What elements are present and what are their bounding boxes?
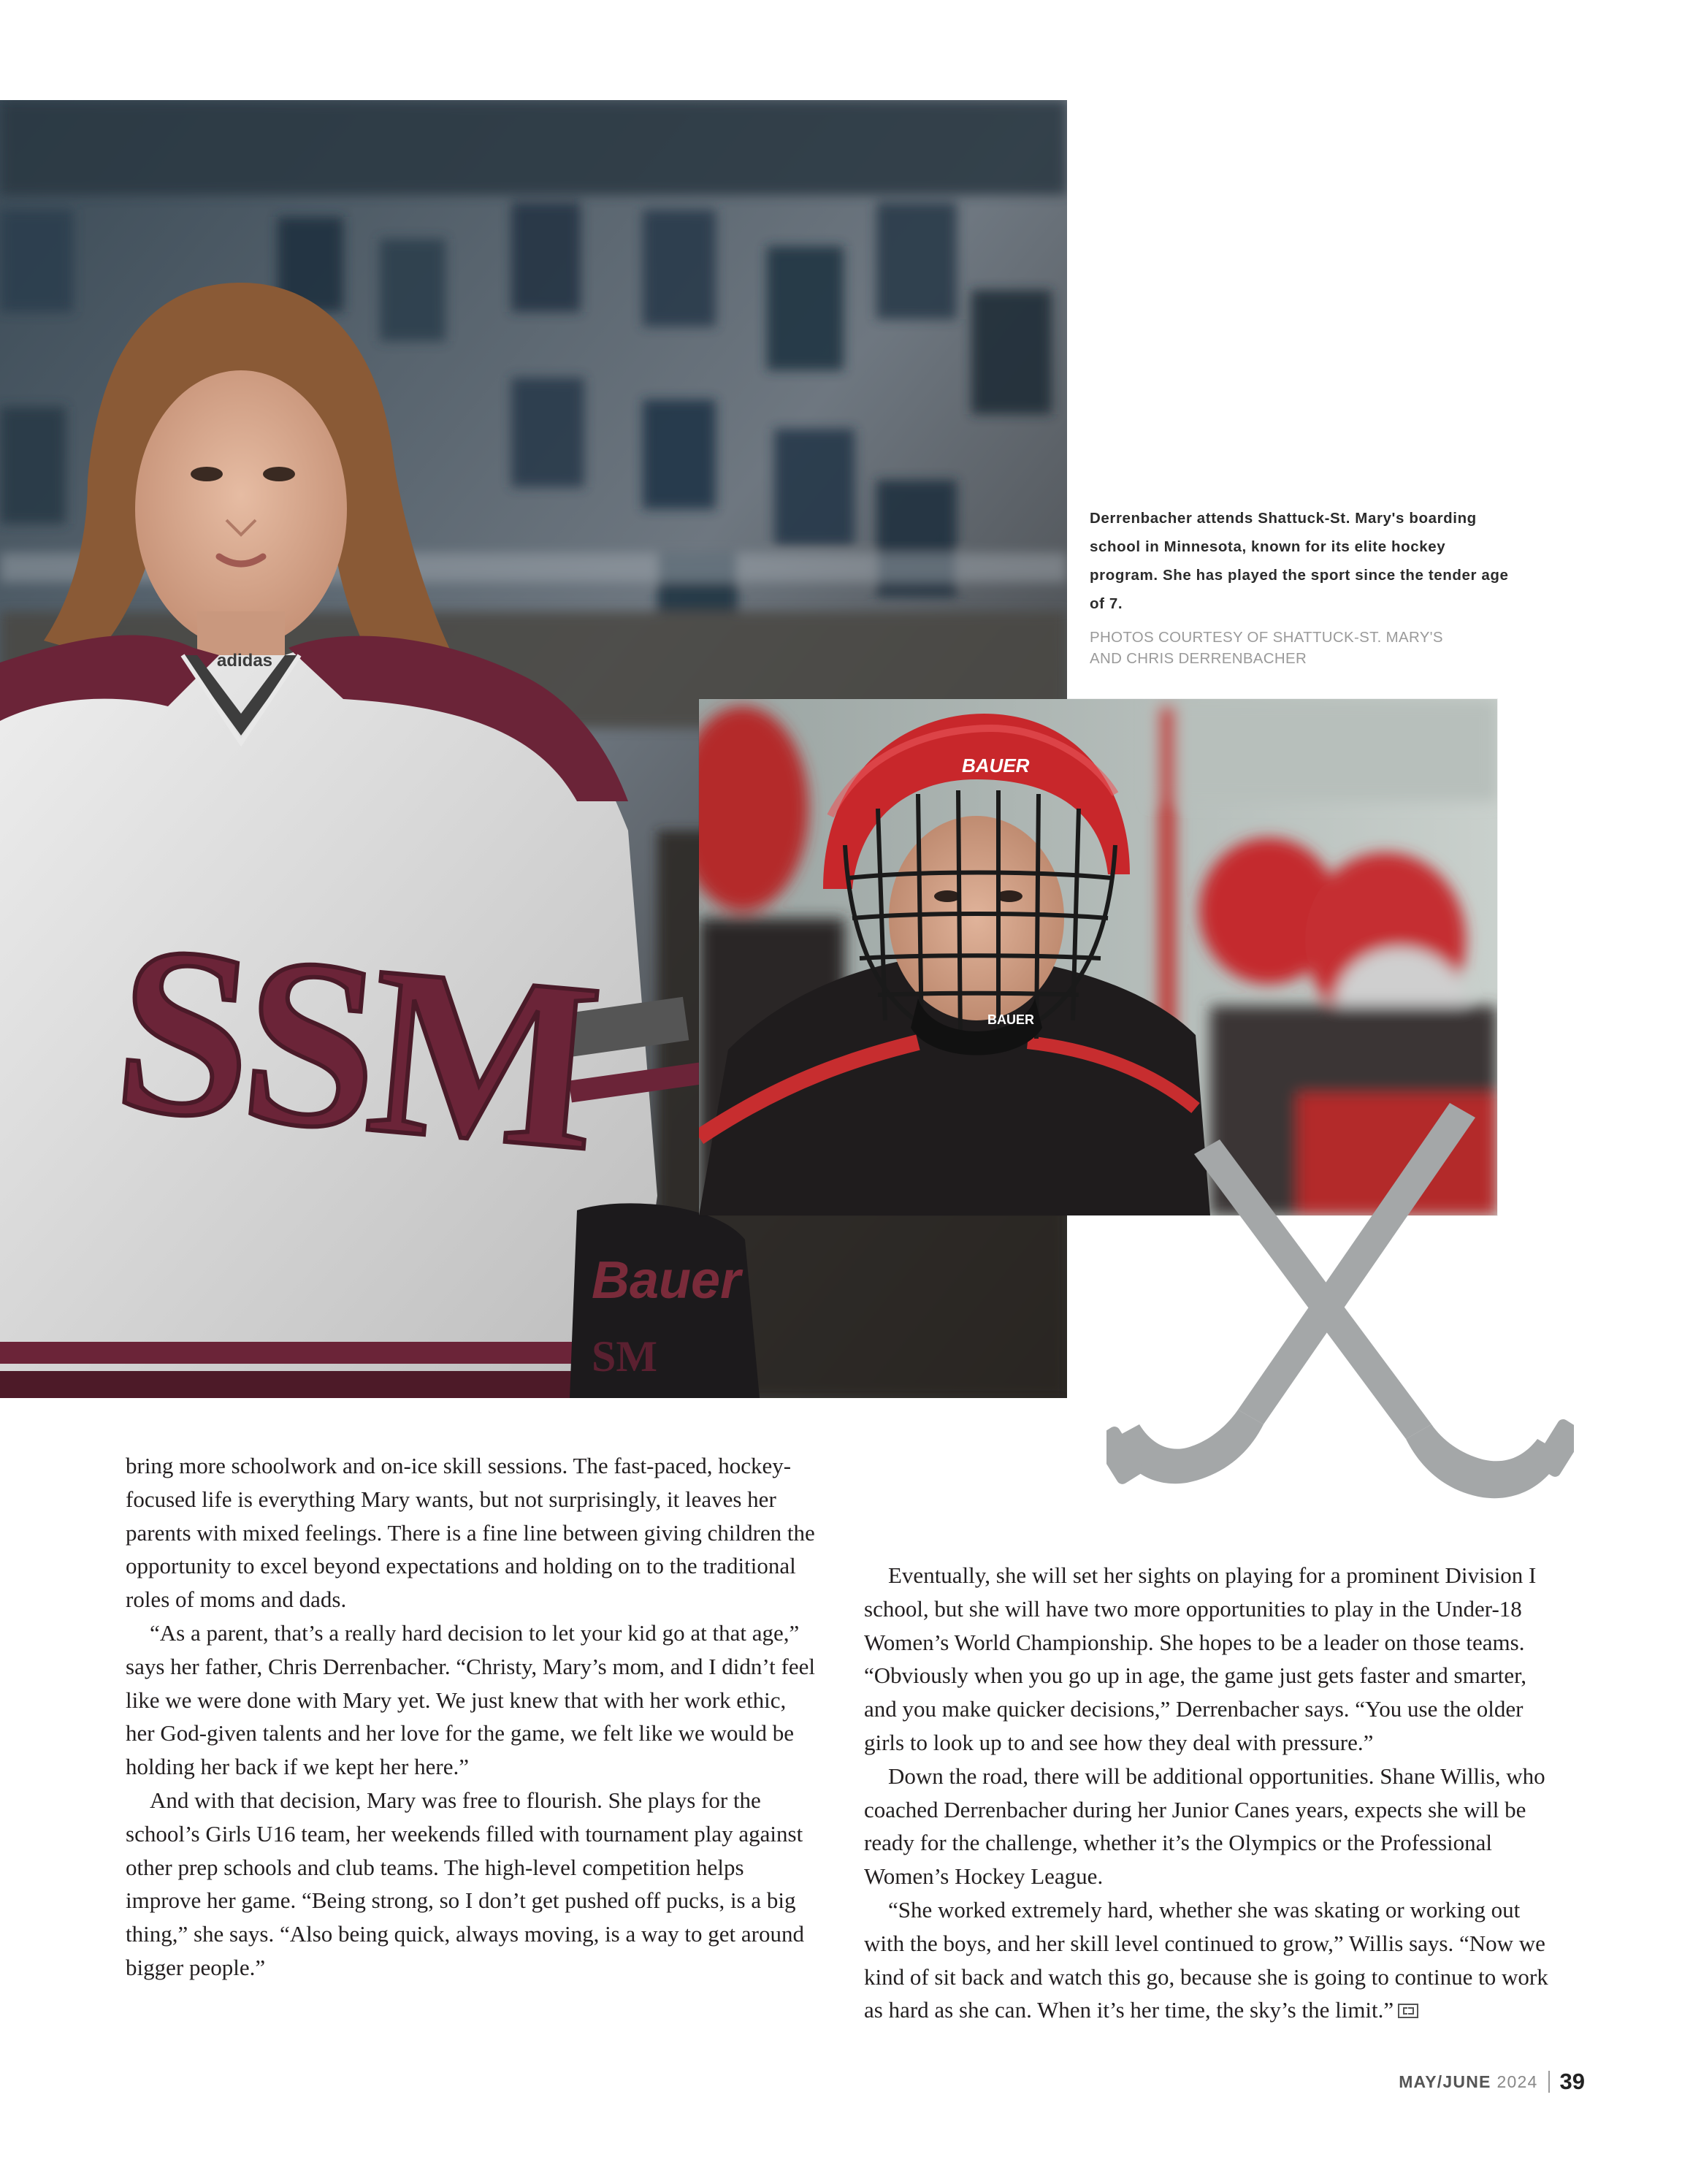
jersey-letters: SSM xyxy=(106,893,602,1201)
glove-letters-text: SM xyxy=(592,1332,657,1381)
end-of-story-icon xyxy=(1398,2004,1418,2018)
photo-credit: PHOTOS COURTESY OF SHATTUCK-ST. MARY'S AND CHRIS DERRENBACHER xyxy=(1090,629,1443,667)
issue-year: 2024 xyxy=(1496,2072,1538,2091)
cage-brand-text: BAUER xyxy=(987,1012,1035,1027)
article-paragraph: Down the road, there will be additional opportunities. Shane Willis, who coached Derrenbacher during her Junior Canes years, expects she will be ready for the challenge, whether it’s the Olympics or the Professional Women’s Hockey League. xyxy=(864,1763,1545,1890)
page-number: 39 xyxy=(1559,2069,1585,2094)
glove-brand-text: Bauer xyxy=(592,1251,741,1310)
article-paragraph: “As a parent, that’s a really hard decision to let your kid go at that age,” says her father, Chris Derrenbacher. “Christy, Mary’s mom, and I didn’t feel like we were done with Mary yet. We just knew that with her work ethic, her God-given talents and her love for the game, we felt like we would be holding her back if we kept her here.” xyxy=(126,1619,815,1780)
article-column-right xyxy=(864,1559,1554,2027)
article-paragraph xyxy=(864,1893,1554,2027)
page-folio xyxy=(1399,2069,1585,2095)
article-paragraph: And with that decision, Mary was free to flourish. She plays for the school’s Girls U16 team, her weekends filled with tournament play against other prep schools and club teams. The high-level competition helps improve her game. “Being strong, so I don’t get pushed off pucks, is a big thing,” she says. “Also being quick, always moving, is a way to get around bigger people.” xyxy=(126,1787,804,1980)
helmet-brand-text: BAUER xyxy=(962,755,1030,776)
article-paragraph: bring more schoolwork and on-ice skill sessions. The fast-paced, hockey-focused life is everything Mary wants, but not surprisingly, it leaves her parents with mixed feelings. There is a fine line between giving children the opportunity to excel beyond expectations and holding on to the traditional roles of moms and dads. xyxy=(126,1453,815,1613)
article-paragraph: Eventually, she will set her sights on playing for a prominent Division I school, but she will have two more opportunities to play in the Under-18 Women’s World Championship. She hopes to be a leader on those teams. “Obviously when you go up in age, the game just gets faster and smarter, and you make quicker decisions,” Derrenbacher says. “You use the older girls to look up to and see how they deal with pressure.” xyxy=(864,1562,1537,1755)
article-column-left xyxy=(126,1449,816,1985)
issue-label: MAY/JUNE xyxy=(1399,2072,1491,2091)
jersey-brand-text: adidas xyxy=(216,651,273,671)
photo-caption: Derrenbacher attends Shattuck-St. Mary's boarding school in Minnesota, known for its elite hockey program. She has played the sport since the tender age of 7. xyxy=(1090,510,1509,612)
crossed-hockey-sticks-icon xyxy=(1106,1096,1574,1512)
folio-divider xyxy=(1548,2071,1550,2093)
article-paragraph-text: “She worked extremely hard, whether she was skating or working out with the boys, and her skill level continued to grow,” Willis says. “Now we kind of sit back and watch this go, because she is going to continue to work as hard as she can. When it’s her time, the sky’s the limit.” xyxy=(864,1896,1548,2023)
